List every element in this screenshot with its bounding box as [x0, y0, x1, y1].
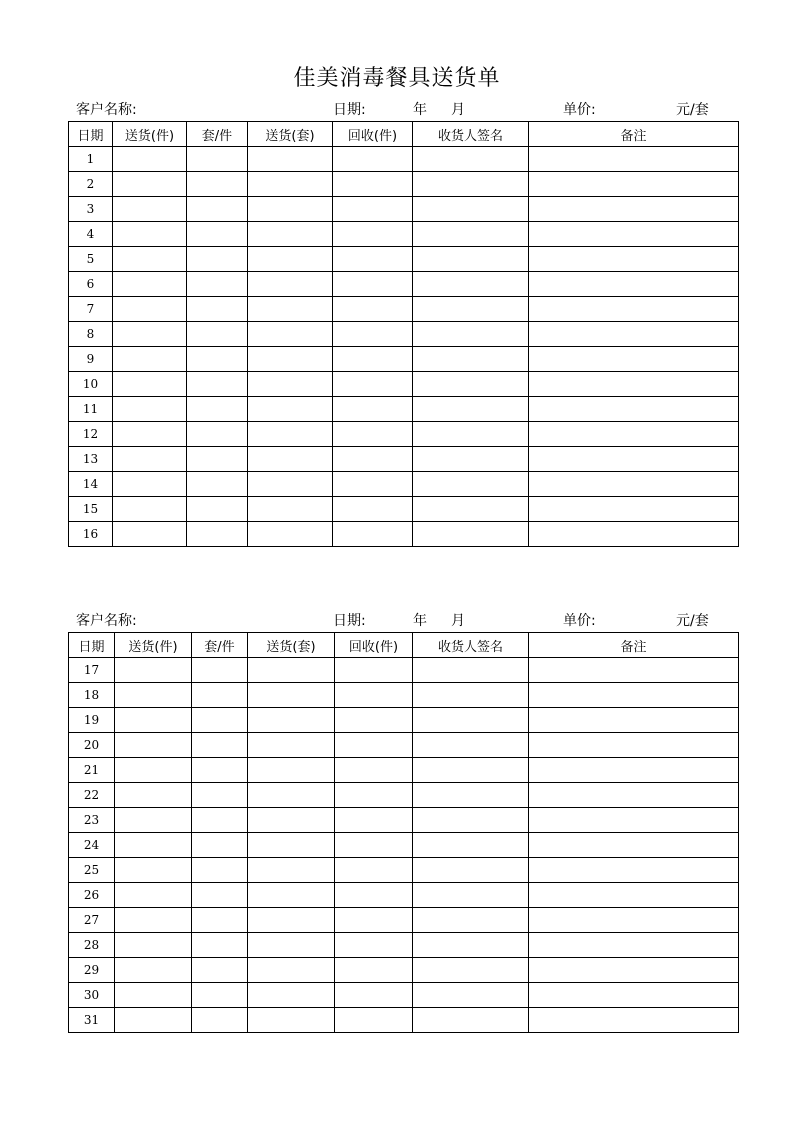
delivery-sets-cell[interactable]	[248, 197, 333, 222]
receiver-signature-cell[interactable]	[413, 472, 529, 497]
delivery-sets-cell[interactable]	[248, 683, 335, 708]
table-row	[69, 833, 739, 858]
delivery-sets-cell[interactable]	[248, 733, 335, 758]
day-number-cell: 10	[69, 372, 113, 397]
day-number-cell: 31	[69, 1008, 115, 1033]
receiver-signature-cell[interactable]	[413, 447, 529, 472]
returned-pieces-cell[interactable]	[333, 497, 413, 522]
table-row	[69, 783, 739, 808]
col-header-returned-pieces: 回收(件)	[335, 633, 413, 658]
delivery-sets-cell[interactable]	[248, 522, 333, 547]
delivery-sets-cell[interactable]	[248, 322, 333, 347]
receiver-signature-cell[interactable]	[413, 833, 529, 858]
delivery-pieces-cell[interactable]	[113, 222, 187, 247]
document-title: 佳美消毒餐具送货单	[293, 66, 501, 91]
delivery-pieces-cell[interactable]	[115, 733, 192, 758]
table-row	[69, 422, 739, 447]
delivery-pieces-cell[interactable]	[115, 958, 192, 983]
col-header-remarks: 备注	[529, 633, 739, 658]
returned-pieces-cell[interactable]	[335, 983, 413, 1008]
delivery-table-2	[68, 632, 739, 1033]
table-row	[69, 272, 739, 297]
returned-pieces-cell[interactable]	[333, 172, 413, 197]
receiver-signature-cell[interactable]	[413, 247, 529, 272]
sets-per-piece-cell[interactable]	[192, 958, 248, 983]
sets-per-piece-cell[interactable]	[187, 372, 248, 397]
receiver-signature-cell[interactable]	[413, 908, 529, 933]
delivery-pieces-cell[interactable]	[113, 147, 187, 172]
col-header-delivery-sets: 送货(套)	[248, 122, 333, 147]
sets-per-piece-cell[interactable]	[192, 783, 248, 808]
returned-pieces-cell[interactable]	[333, 247, 413, 272]
date-label: 日期:	[333, 102, 366, 118]
receiver-signature-cell[interactable]	[413, 808, 529, 833]
delivery-pieces-cell[interactable]	[115, 858, 192, 883]
table-row	[69, 447, 739, 472]
remarks-cell[interactable]	[529, 222, 739, 247]
receiver-signature-cell[interactable]	[413, 297, 529, 322]
delivery-sets-cell[interactable]	[248, 372, 333, 397]
day-number-cell: 8	[69, 322, 113, 347]
delivery-pieces-cell[interactable]	[113, 197, 187, 222]
receiver-signature-cell[interactable]	[413, 758, 529, 783]
col-header-delivery-pieces: 送货(件)	[115, 633, 192, 658]
sets-per-piece-cell[interactable]	[192, 658, 248, 683]
returned-pieces-cell[interactable]	[335, 908, 413, 933]
returned-pieces-cell[interactable]	[333, 522, 413, 547]
delivery-pieces-cell[interactable]	[113, 272, 187, 297]
delivery-pieces-cell[interactable]	[113, 422, 187, 447]
delivery-pieces-cell[interactable]	[115, 1008, 192, 1033]
table-row	[69, 297, 739, 322]
remarks-cell[interactable]	[529, 983, 739, 1008]
info-line-1	[0, 100, 794, 120]
returned-pieces-cell[interactable]	[333, 197, 413, 222]
table-row	[69, 397, 739, 422]
day-number-cell: 23	[69, 808, 115, 833]
receiver-signature-cell[interactable]	[413, 172, 529, 197]
remarks-cell[interactable]	[529, 658, 739, 683]
receiver-signature-cell[interactable]	[413, 372, 529, 397]
day-number-cell: 29	[69, 958, 115, 983]
delivery-sets-cell[interactable]	[248, 422, 333, 447]
table-row	[69, 658, 739, 683]
sets-per-piece-cell[interactable]	[187, 422, 248, 447]
price-label: 单价:	[563, 102, 596, 118]
day-number-cell: 21	[69, 758, 115, 783]
returned-pieces-cell[interactable]	[335, 1008, 413, 1033]
returned-pieces-cell[interactable]	[333, 372, 413, 397]
remarks-cell[interactable]	[529, 147, 739, 172]
delivery-sets-cell[interactable]	[248, 783, 335, 808]
table-row	[69, 708, 739, 733]
col-header-receiver-signature: 收货人签名	[413, 633, 529, 658]
delivery-sets-cell[interactable]	[248, 658, 335, 683]
sets-per-piece-cell[interactable]	[187, 247, 248, 272]
delivery-sets-cell[interactable]	[248, 147, 333, 172]
delivery-sets-cell[interactable]	[248, 397, 333, 422]
sets-per-piece-cell[interactable]	[192, 883, 248, 908]
year-label: 年	[413, 102, 427, 118]
delivery-pieces-cell[interactable]	[115, 983, 192, 1008]
delivery-pieces-cell[interactable]	[113, 522, 187, 547]
table-row	[69, 222, 739, 247]
remarks-cell[interactable]	[529, 1008, 739, 1033]
col-header-date: 日期	[69, 122, 113, 147]
table-row	[69, 883, 739, 908]
sets-per-piece-cell[interactable]	[187, 522, 248, 547]
sets-per-piece-cell[interactable]	[187, 322, 248, 347]
table-row	[69, 958, 739, 983]
sets-per-piece-cell[interactable]	[187, 472, 248, 497]
month-label: 月	[451, 613, 465, 629]
delivery-sets-cell[interactable]	[248, 297, 333, 322]
sets-per-piece-cell[interactable]	[192, 983, 248, 1008]
remarks-cell[interactable]	[529, 422, 739, 447]
remarks-cell[interactable]	[529, 372, 739, 397]
day-number-cell: 22	[69, 783, 115, 808]
returned-pieces-cell[interactable]	[335, 808, 413, 833]
receiver-signature-cell[interactable]	[413, 733, 529, 758]
sets-per-piece-cell[interactable]	[187, 297, 248, 322]
day-number-cell: 30	[69, 983, 115, 1008]
col-header-sets-per-piece: 套/件	[187, 122, 248, 147]
delivery-pieces-cell[interactable]	[113, 372, 187, 397]
receiver-signature-cell[interactable]	[413, 222, 529, 247]
table-row	[69, 472, 739, 497]
returned-pieces-cell[interactable]	[335, 933, 413, 958]
returned-pieces-cell[interactable]	[335, 683, 413, 708]
sets-per-piece-cell[interactable]	[192, 908, 248, 933]
day-number-cell: 18	[69, 683, 115, 708]
remarks-cell[interactable]	[529, 522, 739, 547]
delivery-pieces-cell[interactable]	[115, 708, 192, 733]
delivery-sets-cell[interactable]	[248, 172, 333, 197]
table-row	[69, 858, 739, 883]
delivery-sets-cell[interactable]	[248, 347, 333, 372]
delivery-sets-cell[interactable]	[248, 708, 335, 733]
table-body-1	[69, 147, 739, 547]
returned-pieces-cell[interactable]	[333, 222, 413, 247]
receiver-signature-cell[interactable]	[413, 347, 529, 372]
returned-pieces-cell[interactable]	[333, 472, 413, 497]
day-number-cell: 15	[69, 497, 113, 522]
remarks-cell[interactable]	[529, 708, 739, 733]
receiver-signature-cell[interactable]	[413, 983, 529, 1008]
returned-pieces-cell[interactable]	[333, 397, 413, 422]
day-number-cell: 1	[69, 147, 113, 172]
table-row	[69, 147, 739, 172]
sets-per-piece-cell[interactable]	[187, 447, 248, 472]
delivery-sets-cell[interactable]	[248, 272, 333, 297]
receiver-signature-cell[interactable]	[413, 708, 529, 733]
delivery-sets-cell[interactable]	[248, 858, 335, 883]
remarks-cell[interactable]	[529, 683, 739, 708]
remarks-cell[interactable]	[529, 858, 739, 883]
unit-label: 元/套	[676, 102, 709, 118]
day-number-cell: 20	[69, 733, 115, 758]
sets-per-piece-cell[interactable]	[192, 833, 248, 858]
delivery-sets-cell[interactable]	[248, 447, 333, 472]
delivery-pieces-cell[interactable]	[113, 497, 187, 522]
remarks-cell[interactable]	[529, 808, 739, 833]
sets-per-piece-cell[interactable]	[192, 1008, 248, 1033]
receiver-signature-cell[interactable]	[413, 858, 529, 883]
col-header-sets-per-piece: 套/件	[192, 633, 248, 658]
col-header-delivery-pieces: 送货(件)	[113, 122, 187, 147]
remarks-cell[interactable]	[529, 833, 739, 858]
date-label: 日期:	[333, 613, 366, 629]
receiver-signature-cell[interactable]	[413, 197, 529, 222]
receiver-signature-cell[interactable]	[413, 322, 529, 347]
delivery-pieces-cell[interactable]	[115, 758, 192, 783]
table-row	[69, 497, 739, 522]
day-number-cell: 12	[69, 422, 113, 447]
table-body-2	[69, 658, 739, 1033]
delivery-pieces-cell[interactable]	[113, 447, 187, 472]
returned-pieces-cell[interactable]	[333, 447, 413, 472]
remarks-cell[interactable]	[529, 297, 739, 322]
day-number-cell: 13	[69, 447, 113, 472]
sets-per-piece-cell[interactable]	[192, 808, 248, 833]
remarks-cell[interactable]	[529, 933, 739, 958]
delivery-sets-cell[interactable]	[248, 247, 333, 272]
receiver-signature-cell[interactable]	[413, 397, 529, 422]
sets-per-piece-cell[interactable]	[187, 397, 248, 422]
sets-per-piece-cell[interactable]	[192, 758, 248, 783]
customer-label: 客户名称:	[76, 613, 137, 629]
returned-pieces-cell[interactable]	[333, 272, 413, 297]
returned-pieces-cell[interactable]	[335, 883, 413, 908]
remarks-cell[interactable]	[529, 783, 739, 808]
sets-per-piece-cell[interactable]	[187, 222, 248, 247]
delivery-pieces-cell[interactable]	[113, 297, 187, 322]
day-number-cell: 3	[69, 197, 113, 222]
day-number-cell: 4	[69, 222, 113, 247]
delivery-pieces-cell[interactable]	[113, 347, 187, 372]
delivery-sets-cell[interactable]	[248, 497, 333, 522]
receiver-signature-cell[interactable]	[413, 883, 529, 908]
unit-label: 元/套	[676, 613, 709, 629]
day-number-cell: 26	[69, 883, 115, 908]
day-number-cell: 17	[69, 658, 115, 683]
table-row	[69, 322, 739, 347]
sets-per-piece-cell[interactable]	[187, 497, 248, 522]
delivery-pieces-cell[interactable]	[115, 783, 192, 808]
day-number-cell: 19	[69, 708, 115, 733]
returned-pieces-cell[interactable]	[335, 958, 413, 983]
returned-pieces-cell[interactable]	[333, 297, 413, 322]
delivery-pieces-cell[interactable]	[113, 472, 187, 497]
remarks-cell[interactable]	[529, 447, 739, 472]
returned-pieces-cell[interactable]	[335, 783, 413, 808]
day-number-cell: 16	[69, 522, 113, 547]
table-row	[69, 172, 739, 197]
remarks-cell[interactable]	[529, 397, 739, 422]
receiver-signature-cell[interactable]	[413, 658, 529, 683]
col-header-receiver-signature: 收货人签名	[413, 122, 529, 147]
delivery-sets-cell[interactable]	[248, 833, 335, 858]
table-row	[69, 758, 739, 783]
remarks-cell[interactable]	[529, 758, 739, 783]
table-row	[69, 197, 739, 222]
receiver-signature-cell[interactable]	[413, 958, 529, 983]
sets-per-piece-cell[interactable]	[187, 197, 248, 222]
day-number-cell: 14	[69, 472, 113, 497]
delivery-pieces-cell[interactable]	[115, 658, 192, 683]
sets-per-piece-cell[interactable]	[192, 858, 248, 883]
delivery-pieces-cell[interactable]	[113, 397, 187, 422]
sets-per-piece-cell[interactable]	[187, 172, 248, 197]
table-row	[69, 247, 739, 272]
delivery-pieces-cell[interactable]	[115, 808, 192, 833]
table-row	[69, 347, 739, 372]
returned-pieces-cell[interactable]	[335, 708, 413, 733]
remarks-cell[interactable]	[529, 197, 739, 222]
receiver-signature-cell[interactable]	[413, 147, 529, 172]
sets-per-piece-cell[interactable]	[187, 272, 248, 297]
remarks-cell[interactable]	[529, 347, 739, 372]
col-header-date: 日期	[69, 633, 115, 658]
remarks-cell[interactable]	[529, 272, 739, 297]
table-row	[69, 522, 739, 547]
table-row	[69, 1008, 739, 1033]
sets-per-piece-cell[interactable]	[192, 733, 248, 758]
day-number-cell: 9	[69, 347, 113, 372]
day-number-cell: 2	[69, 172, 113, 197]
returned-pieces-cell[interactable]	[333, 322, 413, 347]
receiver-signature-cell[interactable]	[413, 933, 529, 958]
returned-pieces-cell[interactable]	[333, 347, 413, 372]
delivery-pieces-cell[interactable]	[115, 683, 192, 708]
month-label: 月	[451, 102, 465, 118]
returned-pieces-cell[interactable]	[335, 658, 413, 683]
day-number-cell: 11	[69, 397, 113, 422]
receiver-signature-cell[interactable]	[413, 683, 529, 708]
returned-pieces-cell[interactable]	[335, 833, 413, 858]
day-number-cell: 7	[69, 297, 113, 322]
delivery-table-1	[68, 121, 739, 547]
price-label: 单价:	[563, 613, 596, 629]
table-header-row	[69, 633, 739, 658]
receiver-signature-cell[interactable]	[413, 783, 529, 808]
remarks-cell[interactable]	[529, 322, 739, 347]
delivery-pieces-cell[interactable]	[113, 322, 187, 347]
col-header-returned-pieces: 回收(件)	[333, 122, 413, 147]
day-number-cell: 25	[69, 858, 115, 883]
remarks-cell[interactable]	[529, 733, 739, 758]
delivery-pieces-cell[interactable]	[115, 833, 192, 858]
returned-pieces-cell[interactable]	[333, 147, 413, 172]
remarks-cell[interactable]	[529, 958, 739, 983]
returned-pieces-cell[interactable]	[335, 858, 413, 883]
year-label: 年	[413, 613, 427, 629]
info-line-2	[0, 611, 794, 631]
table-row	[69, 808, 739, 833]
receiver-signature-cell[interactable]	[413, 497, 529, 522]
delivery-sets-cell[interactable]	[248, 983, 335, 1008]
table-row	[69, 733, 739, 758]
table-row	[69, 683, 739, 708]
sets-per-piece-cell[interactable]	[187, 347, 248, 372]
delivery-pieces-cell[interactable]	[113, 172, 187, 197]
remarks-cell[interactable]	[529, 247, 739, 272]
day-number-cell: 6	[69, 272, 113, 297]
receiver-signature-cell[interactable]	[413, 272, 529, 297]
table-row	[69, 933, 739, 958]
sets-per-piece-cell[interactable]	[187, 147, 248, 172]
day-number-cell: 24	[69, 833, 115, 858]
delivery-sets-cell[interactable]	[248, 758, 335, 783]
sets-per-piece-cell[interactable]	[192, 708, 248, 733]
delivery-pieces-cell[interactable]	[115, 883, 192, 908]
returned-pieces-cell[interactable]	[335, 733, 413, 758]
day-number-cell: 27	[69, 908, 115, 933]
sets-per-piece-cell[interactable]	[192, 683, 248, 708]
remarks-cell[interactable]	[529, 172, 739, 197]
day-number-cell: 28	[69, 933, 115, 958]
delivery-sets-cell[interactable]	[248, 958, 335, 983]
delivery-sets-cell[interactable]	[248, 883, 335, 908]
delivery-sets-cell[interactable]	[248, 1008, 335, 1033]
col-header-remarks: 备注	[529, 122, 739, 147]
delivery-pieces-cell[interactable]	[115, 933, 192, 958]
table-row	[69, 908, 739, 933]
delivery-sets-cell[interactable]	[248, 472, 333, 497]
delivery-pieces-cell[interactable]	[115, 908, 192, 933]
delivery-sets-cell[interactable]	[248, 808, 335, 833]
day-number-cell: 5	[69, 247, 113, 272]
returned-pieces-cell[interactable]	[335, 758, 413, 783]
customer-label: 客户名称:	[76, 102, 137, 118]
table-row	[69, 372, 739, 397]
returned-pieces-cell[interactable]	[333, 422, 413, 447]
receiver-signature-cell[interactable]	[413, 422, 529, 447]
receiver-signature-cell[interactable]	[413, 1008, 529, 1033]
delivery-pieces-cell[interactable]	[113, 247, 187, 272]
table-header-row	[69, 122, 739, 147]
remarks-cell[interactable]	[529, 497, 739, 522]
sets-per-piece-cell[interactable]	[192, 933, 248, 958]
delivery-sets-cell[interactable]	[248, 908, 335, 933]
remarks-cell[interactable]	[529, 883, 739, 908]
col-header-delivery-sets: 送货(套)	[248, 633, 335, 658]
delivery-sets-cell[interactable]	[248, 222, 333, 247]
delivery-sets-cell[interactable]	[248, 933, 335, 958]
remarks-cell[interactable]	[529, 472, 739, 497]
remarks-cell[interactable]	[529, 908, 739, 933]
table-row	[69, 983, 739, 1008]
receiver-signature-cell[interactable]	[413, 522, 529, 547]
